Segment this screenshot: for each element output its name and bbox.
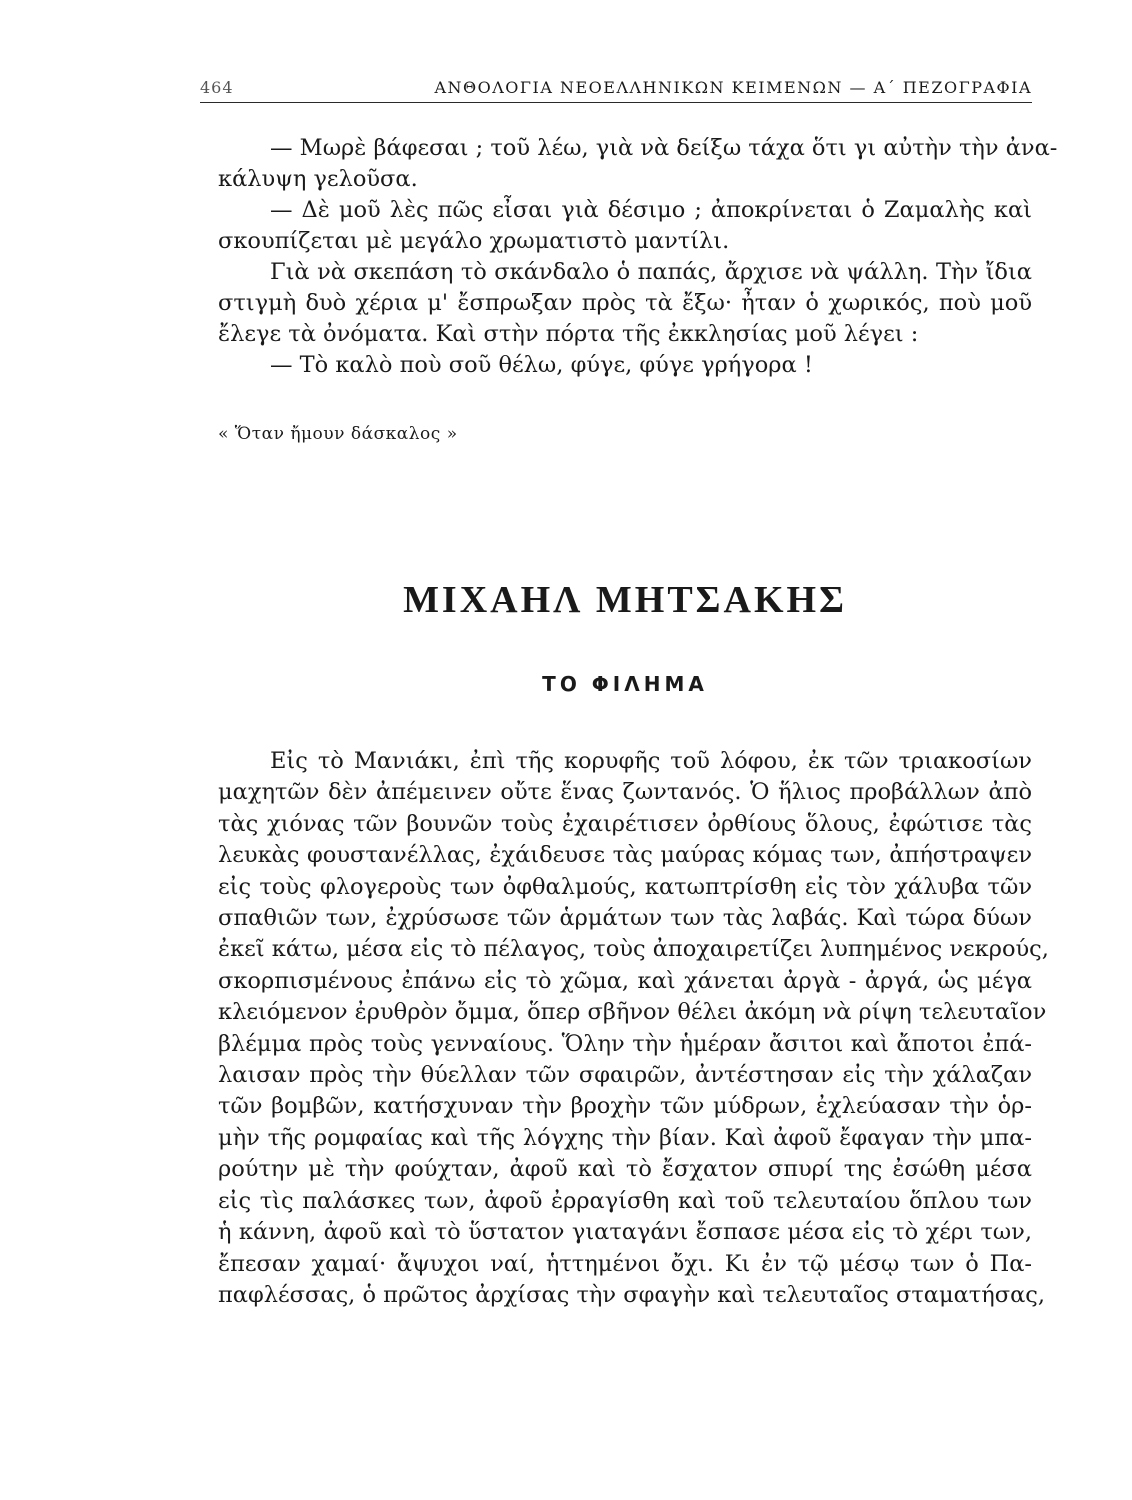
text-line: βλέμμα πρὸς τοὺς γενναίους. Ὅλην τὴν ἡμέραν ἄσιτοι καὶ ἄποτοι ἐπά- <box>218 1030 1032 1057</box>
text-line: παφλέσσας, ὁ πρῶτος ἀρχίσας τὴν σφαγὴν καὶ τελευταῖος σταματήσας, <box>218 1281 1046 1308</box>
text-line: μὴν τῆς ρομφαίας καὶ τῆς λόγχης τὴν βίαν. Καὶ ἀφοῦ ἔφαγαν τὴν μπα- <box>218 1124 1032 1151</box>
text-line: κλειόμενον ἐρυθρὸν ὄμμα, ὅπερ σβῆνον θέλει ἀκόμη νὰ ρίψη τελευταῖον <box>218 999 1047 1026</box>
text-line: ἔπεσαν χαμαί· ἄψυχοι ναί, ἡττημένοι ὄχι. Κι ἐν τῷ μέσῳ των ὁ Πα- <box>218 1250 1032 1277</box>
text-line: Εἰς τὸ Μανιάκι, ἐπὶ τῆς κορυφῆς τοῦ λόφου, ἐκ τῶν τριακοσίων <box>270 748 1032 774</box>
text-line: σπαθιῶν των, ἐχρύσωσε τῶν ἁρμάτων των τὰς λαβάς. Καὶ τώρα δύων <box>218 905 1032 932</box>
text-line: σκουπίζεται μὲ μεγάλο χρωματιστὸ μαντίλι. <box>218 228 730 254</box>
text-line: — Τὸ καλὸ ποὺ σοῦ θέλω, φύγε, φύγε γρήγορα ! <box>270 352 813 378</box>
text-line: — Μωρὲ βάφεσαι ; τοῦ λέω, γιὰ νὰ δείξω τάχα ὅτι γι αὐτὴν τὴν ἀνα- <box>270 135 1058 161</box>
text-line: τὰς χιόνας τῶν βουνῶν τοὺς ἐχαιρέτισεν ὀρθίους ὅλους, ἐφώτισε τὰς <box>218 810 1032 837</box>
running-title: ΑΝΘΟΛΟΓΙΑ ΝΕΟΕΛΛΗΝΙΚΩΝ ΚΕΙΜΕΝΩΝ — Α΄ ΠΕΖΟΓΡΑΦΙΑ <box>434 78 1032 97</box>
text-line: λευκὰς φουστανέλλας, ἐχάιδευσε τὰς μαύρας κόμας των, ἀπήστραψεν <box>218 842 1032 869</box>
story-text <box>218 746 1049 1311</box>
text-line: στιγμὴ δυὸ χέρια μ' ἔσπρωξαν πρὸς τὰ ἔξω· ἦταν ὁ χωρικός, ποὺ μοῦ <box>218 290 1032 316</box>
text-line: κάλυψη γελοῦσα. <box>218 166 418 192</box>
text-line: λαισαν πρὸς τὴν θύελλαν τῶν σφαιρῶν, ἀντέστησαν εἰς τὴν χάλαζαν <box>218 1062 1032 1089</box>
text-line: ἔλεγε τὰ ὀνόματα. Καὶ στὴν πόρτα τῆς ἐκκλησίας μοῦ λέγει : <box>218 321 919 347</box>
text-line: ρούτην μὲ τὴν φούχταν, ἀφοῦ καὶ τὸ ἔσχατον σπυρί της ἐσώθη μέσα <box>218 1156 1032 1183</box>
text-line: μαχητῶν δὲν ἀπέμεινεν οὔτε ἕνας ζωντανός. Ὁ ἥλιος προβάλλων ἀπὸ <box>218 779 1032 806</box>
text-line: τῶν βομβῶν, κατήσχυναν τὴν βροχὴν τῶν μύδρων, ἐχλεύασαν τὴν ὁρ- <box>218 1093 1032 1120</box>
text-line: ἡ κάννη, ἀφοῦ καὶ τὸ ὕστατον γιαταγάνι ἔσπασε μέσα εἰς τὸ χέρι των, <box>218 1219 1032 1246</box>
text-line: εἰς τὶς παλάσκες των, ἀφοῦ ἐρραγίσθη καὶ τοῦ τελευταίου ὅπλου των <box>218 1187 1032 1214</box>
page-number: 464 <box>200 78 234 97</box>
text-line: ἐκεῖ κάτω, μέσα εἰς τὸ πέλαγος, τοὺς ἀποχαιρετίζει λυπημένος νεκρούς, <box>218 936 1049 963</box>
story-title: ΤΟ ΦΙΛΗΜΑ <box>542 672 708 696</box>
text-line: — Δὲ μοῦ λὲς πῶς εἶσαι γιὰ δέσιμο ; ἀποκρίνεται ὁ Ζαμαλὴς καὶ <box>270 197 1032 223</box>
text-line: σκορπισμένους ἐπάνω εἰς τὸ χῶμα, καὶ χάνεται ἀργὰ - ἀργά, ὡς μέγα <box>218 967 1032 994</box>
excerpt-text <box>218 133 1058 381</box>
excerpt-source: « Ὅταν ἤμουν δάσκαλος » <box>218 424 458 444</box>
author-heading: ΜΙΧΑΗΛ ΜΗΤΣΑΚΗΣ <box>403 579 847 621</box>
running-head <box>200 78 1032 103</box>
text-line: Γιὰ νὰ σκεπάση τὸ σκάνδαλο ὁ παπάς, ἄρχισε νὰ ψάλλη. Τὴν ἴδια <box>270 259 1032 285</box>
text-line: εἰς τοὺς φλογεροὺς των ὀφθαλμούς, κατωπτρίσθη εἰς τὸν χάλυβα τῶν <box>218 873 1032 900</box>
